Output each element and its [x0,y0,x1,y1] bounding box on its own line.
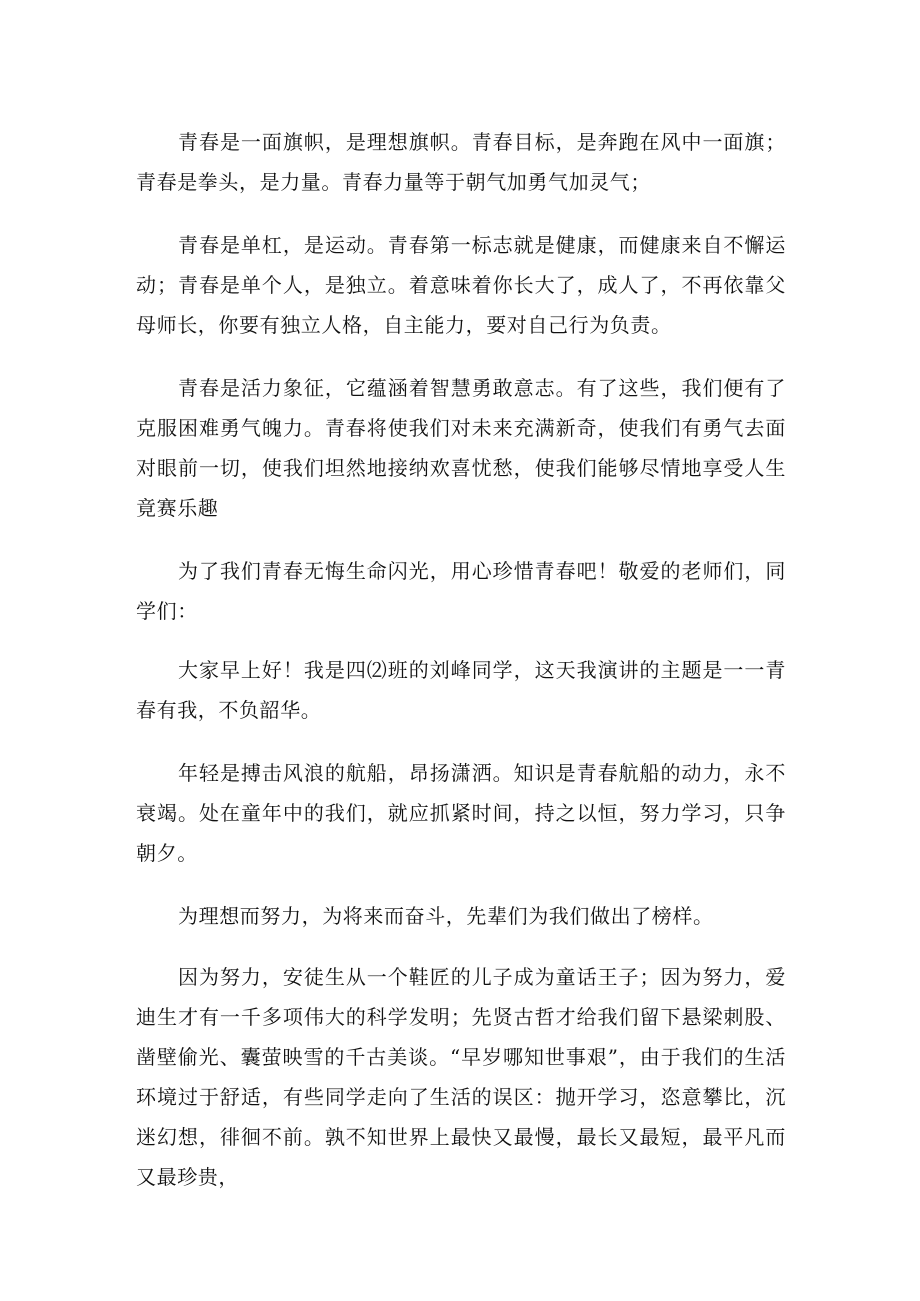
paragraph-3: 青春是活力象征，它蕴涵着智慧勇敢意志。有了这些，我们便有了克服困难勇气魄力。青春将使我们对未来充满新奇，使我们有勇气去面对眼前一切，使我们坦然地接纳欢喜忧愁，使我们能够尽情地享受人生竟赛乐趣 [136,376,786,520]
document-body [136,122,786,1218]
paragraph-7: 为理想而努力，为将来而奋斗，先辈们为我们做出了榜样。 [178,904,714,928]
paragraph-1: 青春是一面旗帜，是理想旗帜。青春目标，是奔跑在风中一面旗；青春是拳头，是力量。青春力量等于朝气加勇气加灵气； [136,130,786,194]
paragraph-5: 大家早上好！我是四⑵班的刘峰同学，这天我演讲的主题是一一青春有我，不负韶华。 [136,658,786,722]
paragraph-8: 因为努力，安徒生从一个鞋匠的儿子成为童话王子；因为努力，爱迪生才有一千多项伟大的科学发明；先贤古哲才给我们留下悬梁刺股、凿壁偷光、囊萤映雪的千古美谈。“早岁哪知世事艰”，由于我们的生活环境过于舒适，有些同学走向了生活的误区：抛开学习，恣意攀比，沉迷幻想，徘徊不前。孰不知世界上最快又最慢，最长又最短，最平凡而又最珍贵， [136,965,786,1189]
paragraph-2: 青春是单杠，是运动。青春第一标志就是健康，而健康来自不懈运动；青春是单个人，是独立。着意味着你长大了，成人了，不再依靠父母师长，你要有独立人格，自主能力，要对自己行为负责。 [136,233,786,337]
paragraph-4: 为了我们青春无悔生命闪光，用心珍惜青春吧！敬爱的老师们，同学们： [136,559,786,623]
paragraph-6: 年轻是搏击风浪的航船，昂扬潇洒。知识是青春航船的动力，永不衰竭。处在童年中的我们，就应抓紧时间，持之以恒，努力学习，只争朝夕。 [136,761,786,865]
